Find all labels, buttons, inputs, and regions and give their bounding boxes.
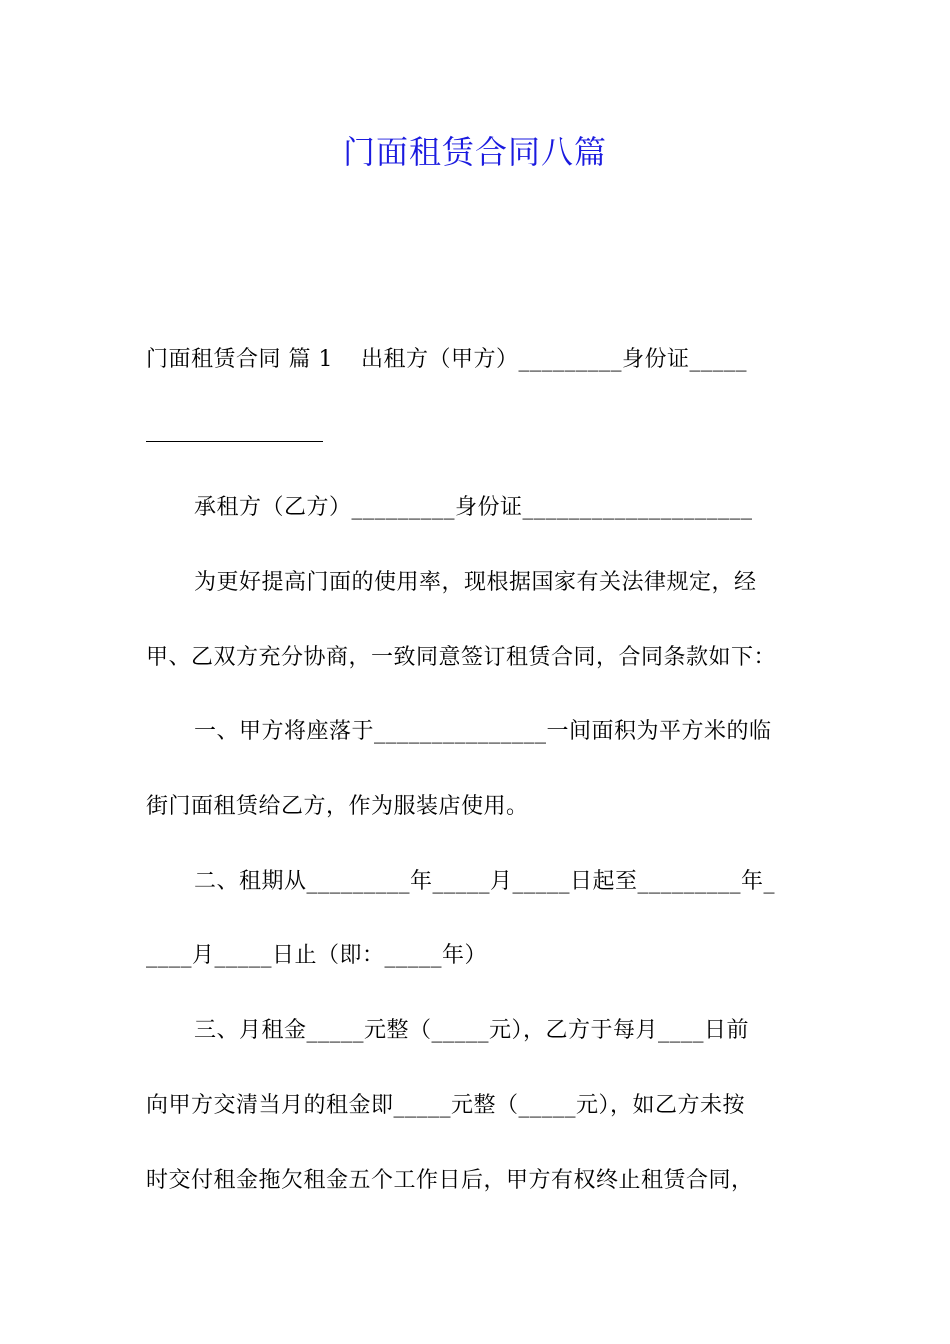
contract-line-5: 一、甲方将座落于_______________一间面积为平方米的临 xyxy=(194,719,772,744)
contract-line-3: 为更好提高门面的使用率，现根据国家有关法律规定，经 xyxy=(194,570,757,595)
contract-heading: 门面租赁合同 篇 1 xyxy=(146,347,333,372)
contract-line-7: 二、租期从_________年_____月_____日起至_________年_ xyxy=(194,869,776,894)
contract-line-9: 三、月租金_____元整（_____元），乙方于每月____日前 xyxy=(194,1018,750,1043)
contract-line-11: 时交付租金拖欠租金五个工作日后，甲方有权终止租赁合同， xyxy=(146,1168,754,1193)
contract-line-1 xyxy=(146,344,806,376)
contract-line-6: 街门面租赁给乙方，作为服装店使用。 xyxy=(146,794,529,819)
contract-line-10: 向甲方交清当月的租金即_____元整（_____元），如乙方未按 xyxy=(146,1093,746,1118)
contract-line-8: ____月_____日止（即：_____年） xyxy=(146,943,488,968)
blank-underline xyxy=(146,441,323,442)
contract-line-4: 甲、乙双方充分协商，一致同意签订租赁合同，合同条款如下： xyxy=(146,645,777,670)
document-title: 门面租赁合同八篇 xyxy=(342,133,607,171)
contract-line-2: 承租方（乙方）_________身份证____________________ xyxy=(194,495,753,520)
contract-line-1-text: 出租方（甲方）_________身份证_____ xyxy=(360,347,747,372)
